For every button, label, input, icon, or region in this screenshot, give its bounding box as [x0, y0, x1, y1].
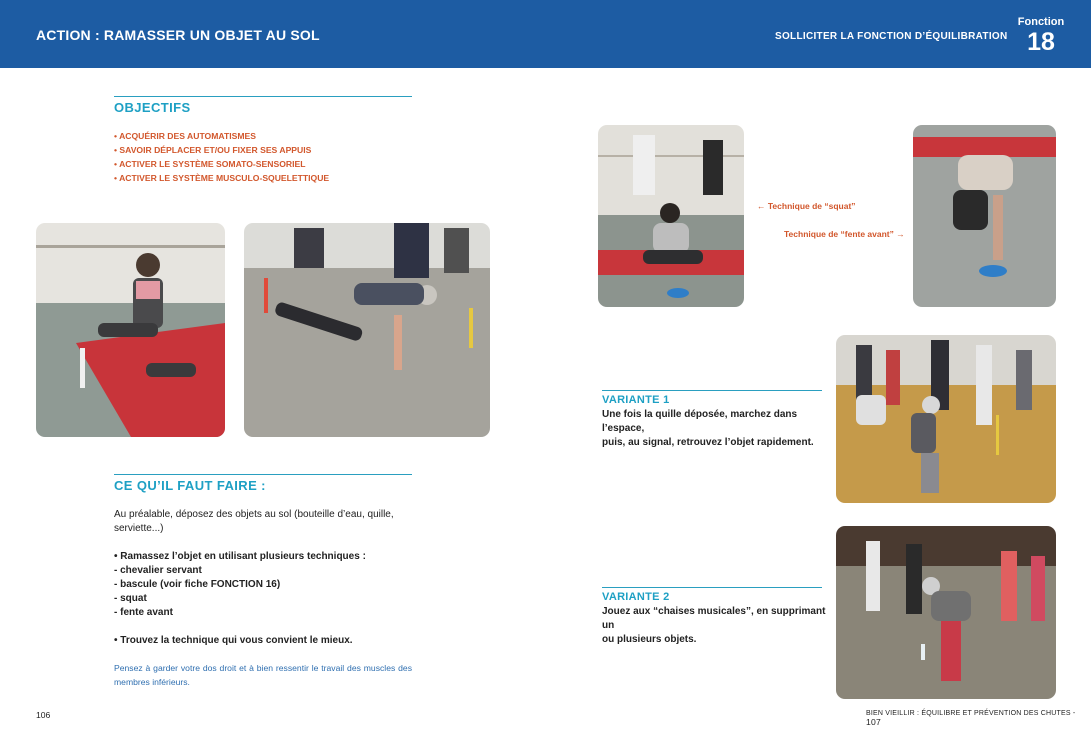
label-fente-avant: Technique de “fente avant” → [784, 229, 905, 239]
objectifs-rule [114, 96, 412, 97]
technique-item: - chevalier servant [114, 565, 202, 576]
photo-squat [598, 125, 744, 307]
technique-item: - squat [114, 593, 147, 604]
page-number-right: 107 [866, 717, 881, 727]
objectif-item: • ACQUÉRIR DES AUTOMATISMES [114, 131, 256, 141]
fonction-number: 18 [1027, 28, 1055, 56]
variante1-line: puis, au signal, retrouvez l’objet rapidement. [602, 437, 814, 448]
page-number-left: 106 [36, 710, 51, 720]
label-squat: ← Technique de “squat” [757, 201, 856, 211]
fonction-label: Fonction [1017, 16, 1065, 28]
header-banner [0, 0, 1091, 68]
objectifs-list [114, 129, 329, 185]
objectifs-title: OBJECTIFS [114, 100, 191, 115]
tip-text: Pensez à garder votre dos droit et à bien ressentir le travail des muscles des membres inférieurs. [114, 663, 412, 687]
variante1-title: VARIANTE 1 [602, 394, 670, 406]
intro-line: serviette...) [114, 523, 164, 534]
photo-fente-avant [913, 125, 1056, 307]
photo-bascule [244, 223, 490, 437]
photo-variante-2 [836, 526, 1056, 699]
closing-instruction: • Trouvez la technique qui vous convient le mieux. [114, 635, 353, 646]
objectif-item: • SAVOIR DÉPLACER ET/OU FIXER SES APPUIS [114, 145, 312, 155]
variante1-rule [602, 390, 822, 391]
variante1-line: Une fois la quille déposée, marchez dans l’espace, [602, 409, 798, 434]
objectif-item: • ACTIVER LE SYSTÈME SOMATO-SENSORIEL [114, 159, 306, 169]
variante2-text [602, 605, 828, 647]
instructions-body [114, 508, 414, 648]
techniques-intro: • Ramassez l’objet en utilisant plusieurs techniques : [114, 551, 366, 562]
variante2-title: VARIANTE 2 [602, 591, 670, 603]
instructions-rule [114, 474, 412, 475]
instructions-title: CE QU’IL FAUT FAIRE : [114, 478, 266, 493]
page-subtitle: SOLLICITER LA FONCTION D’ÉQUILIBRATION [775, 31, 1008, 42]
variante2-line: Jouez aux “chaises musicales”, en supprimant un [602, 606, 826, 631]
objectif-item: • ACTIVER LE SYSTÈME MUSCULO-SQUELETTIQUE [114, 173, 330, 183]
variante1-text [602, 408, 828, 450]
variante2-line: ou plusieurs objets. [602, 634, 697, 645]
footer-book-title: BIEN VIEILLIR : ÉQUILIBRE ET PRÉVENTION DES CHUTES - [866, 710, 1076, 717]
footer-right [866, 710, 1091, 727]
photo-variante-1 [836, 335, 1056, 503]
variante2-rule [602, 587, 822, 588]
technique-item: - bascule (voir fiche FONCTION 16) [114, 579, 281, 590]
photo-chevalier-servant [36, 223, 225, 437]
page-title: ACTION : RAMASSER UN OBJET AU SOL [36, 27, 320, 43]
technique-item: - fente avant [114, 607, 173, 618]
intro-line: Au préalable, déposez des objets au sol (bouteille d’eau, quille, [114, 509, 394, 520]
